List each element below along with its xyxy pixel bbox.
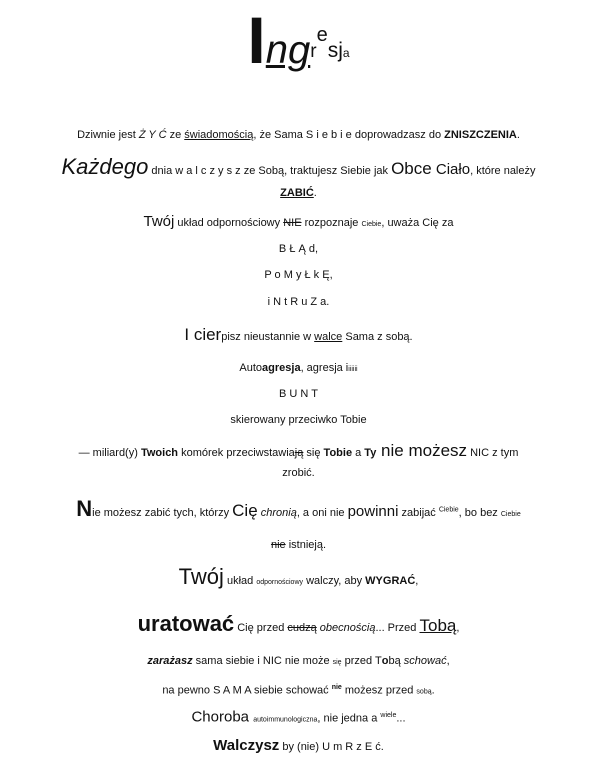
text-run: , agresja i: [300, 362, 349, 374]
text-run: , które należy: [470, 165, 536, 177]
text-run: Sama z sobą.: [342, 331, 413, 343]
text-run: Twoich: [140, 447, 179, 459]
text-run: powinni: [347, 503, 399, 520]
text-run: Cię przed: [234, 622, 288, 634]
text-run: chronią: [257, 507, 297, 519]
text-run: Twój: [178, 564, 224, 589]
text-run: Auto: [239, 362, 263, 374]
text-run: sama siebie i NIC nie może: [192, 655, 333, 667]
text-run: zabijać: [398, 507, 439, 519]
poem-line: [50, 128, 547, 142]
text-run: .: [313, 187, 317, 199]
text-run: walczy, aby: [303, 575, 366, 587]
text-run: Ciało: [431, 161, 471, 178]
poem-line: [50, 441, 547, 460]
text-run: Tobą: [419, 616, 457, 635]
text-run: WYGRAĆ: [365, 575, 416, 587]
text-run: — miliard(y): [78, 447, 141, 459]
text-run: agresja: [262, 362, 301, 374]
poem-line: [50, 186, 547, 200]
poem-line: [50, 325, 547, 344]
text-run: wiele: [380, 712, 397, 719]
text-run: o: [381, 655, 389, 667]
text-run: dnia w a l c z y s z ze Sobą, traktujesz Siebie jak: [148, 165, 392, 177]
title-part: s: [327, 39, 339, 62]
text-run: Choroba: [191, 708, 254, 726]
poem-line: P o M y Ł k Ę,: [264, 269, 333, 281]
text-run: ,: [456, 622, 460, 634]
text-run: komórek przeciwstawia: [178, 447, 295, 459]
text-run: autoimmunologiczna: [253, 716, 318, 724]
text-run: Ż Y Ć: [138, 129, 167, 141]
title-part: j: [338, 39, 343, 62]
text-run: Ciebie: [438, 506, 459, 514]
poem-line: [50, 564, 547, 590]
text-run: świadomością: [184, 129, 254, 141]
title-part: a: [342, 46, 350, 60]
text-run: Walczysz: [213, 737, 280, 754]
text-run: ją: [294, 447, 304, 459]
text-run: I cier: [184, 325, 222, 344]
text-run: by (nie) U m R z E ć.: [279, 741, 384, 753]
text-run: się: [332, 659, 342, 666]
text-run: a: [352, 447, 365, 459]
poem-line: zrobić.: [282, 467, 315, 479]
poem-line: B Ł Ą d,: [278, 243, 319, 255]
poem-line: [50, 154, 547, 179]
text-run: Cię: [232, 501, 258, 520]
text-run: Tobie: [323, 447, 353, 459]
text-run: ie możesz zabić tych, którzy: [92, 507, 233, 519]
text-run: ,: [446, 655, 450, 667]
text-run: , że Sama S i e b i e doprowadzasz do: [253, 129, 445, 141]
poem-line: skierowany przeciwko Tobie: [230, 414, 367, 426]
text-run: ...: [396, 712, 406, 725]
text-run: , nie jedna a: [317, 712, 381, 725]
text-run: ZABIĆ: [280, 187, 314, 199]
title-part: I: [247, 3, 266, 77]
text-run: nie: [331, 684, 342, 691]
text-run: , bo bez: [458, 507, 501, 519]
text-run: sobą: [416, 688, 432, 696]
text-run: .: [431, 684, 435, 697]
poem-line: [50, 361, 547, 377]
text-run: bą: [388, 655, 404, 667]
text-run: nie: [270, 539, 286, 551]
text-run: istnieją.: [285, 539, 327, 551]
text-run: możesz przed: [341, 684, 417, 697]
text-run: układ: [223, 575, 257, 587]
poem-line: [50, 681, 547, 700]
text-run: ZNISZCZENIA: [444, 129, 517, 141]
text-run: ,: [415, 575, 419, 587]
text-run: układ odpornościowy: [174, 217, 284, 229]
title-part: r: [310, 41, 317, 62]
poem-line: [50, 538, 547, 552]
text-run: schować: [403, 655, 447, 667]
text-run: Dziwnie jest: [77, 129, 139, 141]
text-run: Twój: [143, 213, 175, 230]
text-run: obecnością: [319, 622, 376, 634]
text-run: walce: [314, 331, 343, 343]
text-run: Ciebie: [361, 221, 382, 228]
text-run: zarażasz: [147, 655, 193, 667]
text-run: .: [516, 129, 520, 141]
text-run: cudzą: [287, 622, 317, 634]
text-run: się: [303, 447, 324, 459]
text-run: Każdego: [61, 154, 149, 179]
poem-line: [50, 739, 547, 754]
poem-line: [50, 654, 547, 670]
text-run: odpornościowy: [256, 579, 304, 586]
text-run: rozpoznaje: [301, 217, 362, 229]
text-run: N: [76, 496, 93, 521]
text-run: NIC z tym: [467, 447, 519, 459]
poem-line: [50, 709, 547, 728]
text-run: na pewno S A M A siebie schować: [162, 684, 332, 697]
text-run: Ty: [364, 447, 377, 459]
title-part: ng: [265, 28, 311, 72]
text-run: NIE: [283, 217, 302, 229]
text-run: , a oni nie: [296, 507, 348, 519]
poem-line: [50, 215, 547, 232]
poem-line: [50, 611, 547, 636]
text-run: , uważa Cię za: [381, 217, 454, 229]
poem-line: [50, 496, 547, 522]
text-run: nie możesz: [376, 441, 468, 460]
text-run: ze: [166, 129, 185, 141]
text-run: Obce: [391, 159, 432, 178]
text-run: pisz nieustannie w: [221, 331, 315, 343]
title-part: e: [316, 24, 328, 46]
text-run: uratować: [137, 611, 235, 636]
text-run: przed T: [341, 655, 382, 667]
poem-line: B U N T: [279, 388, 318, 400]
poem-line: i N t R u Z a.: [267, 296, 330, 308]
poem-title: [0, 2, 597, 82]
text-run: ... Przed: [375, 622, 420, 634]
text-run: Ciebie: [500, 511, 521, 518]
text-run: iiiiii: [348, 366, 358, 373]
